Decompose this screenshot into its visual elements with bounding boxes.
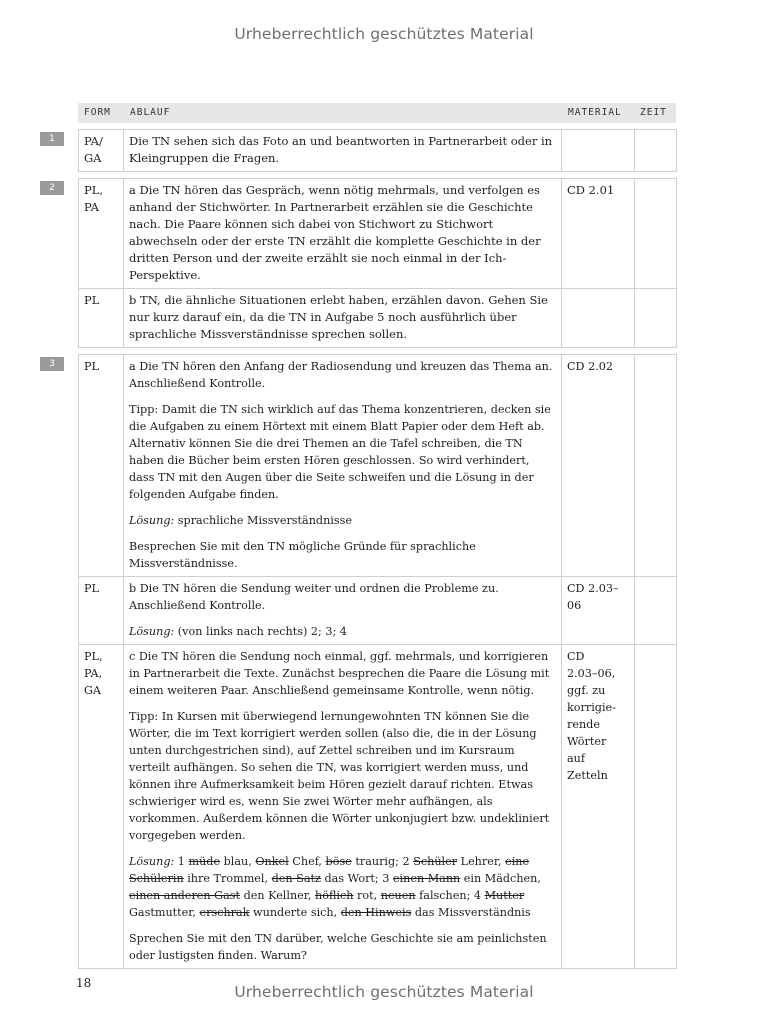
section-table xyxy=(78,129,677,172)
ablauf-cell xyxy=(124,179,562,288)
struck-word: einen Mann xyxy=(392,872,461,885)
material-cell xyxy=(562,289,635,347)
form-line: PA xyxy=(84,200,99,214)
corrected-word: ein Mädchen, xyxy=(460,872,541,885)
instruction-text: b TN, die ähnliche Situationen erlebt haben, erzählen davon. Gehen Sie nur kurz darauf ein, da die TN in Aufgabe 5 noch ausführlich über sprachliche Missverständnisse sprechen sollen. xyxy=(129,293,548,341)
table-row xyxy=(79,179,677,289)
form-cell xyxy=(79,645,124,968)
struck-word: Onkel xyxy=(255,855,289,868)
form-line: GA xyxy=(84,151,102,165)
corrected-word: Lehrer, xyxy=(457,855,506,868)
corrected-word: den Kellner, xyxy=(240,889,316,902)
section-number-badge: 3 xyxy=(40,357,64,371)
material-cell xyxy=(562,645,635,968)
table-row xyxy=(79,355,677,577)
table-header xyxy=(78,103,676,123)
struck-word: den Satz xyxy=(271,872,321,885)
zeit-cell xyxy=(635,289,677,347)
material-cell xyxy=(562,130,635,171)
header-zeit: ZEIT xyxy=(640,107,667,118)
struck-word: einen anderen Gast xyxy=(129,889,241,902)
form-cell xyxy=(79,355,124,576)
form-line: PL, xyxy=(84,183,104,197)
corrected-word: rot, xyxy=(353,889,381,902)
material-line: CD 2.01 xyxy=(567,183,615,197)
struck-word: eine Schülerin xyxy=(129,855,530,885)
zeit-cell xyxy=(635,645,677,968)
solution-label: Lösung: xyxy=(129,625,175,638)
table-row xyxy=(79,289,677,348)
tip-text: Tipp: In Kursen mit überwiegend lernungewohnten TN können Sie die Wörter, die im Text korrigiert werden sollen (also die, die in der Lösung unten durchgestrichen sind), auf Zettel schreiben und im Kursraum verteilt aufhängen. So sehen die TN, was korrigiert werden muss, und können ihre Aufmerksamkeit beim Hören gezielt darauf richten. Etwas schwieriger wird es, wenn Sie zwei Wörter mehr aufhängen, als vorkommen. Außerdem können die Wörter unkonjugiert bzw. undekliniert vorgegeben werden. xyxy=(129,710,550,842)
corrected-word: Chef, xyxy=(288,855,326,868)
header-material: MATERIAL xyxy=(568,107,622,118)
material-line: 2.03–06, xyxy=(567,667,616,680)
section-number-badge: 2 xyxy=(40,181,64,195)
corrected-word: falschen; 4 xyxy=(415,889,485,902)
instruction-text: a Die TN hören das Gespräch, wenn nötig mehrmals, und verfolgen es anhand der Stichwörter. In Partnerarbeit erzählen sie die Geschichte nach. Die Paare können sich dabei von Stichwort zu Stichwort abwechseln oder der erste TN erzählt die komplette Geschichte in der dritten Person und der zweite erzählt sie noch einmal in der Ich-Perspektive. xyxy=(129,183,541,282)
instruction-text: Die TN sehen sich das Foto an und beantworten in Partnerarbeit oder in Kleingruppen die Fragen. xyxy=(129,134,553,165)
tip-text: Tipp: Damit die TN sich wirklich auf das Thema konzentrieren, decken sie die Aufgaben zu einem Hörtext mit einem Blatt Papier oder dem Heft ab. Alternativ können Sie die drei Themen an die Tafel schreiben, die TN haben die Bücher beim ersten Hören geschlossen. So wird verhindert, dass TN mit den Augen über die Seite schweifen und die Lösung in der folgenden Aufgabe finden. xyxy=(129,403,551,501)
struck-word: böse xyxy=(325,855,352,868)
form-cell xyxy=(79,130,124,171)
material-cell xyxy=(562,577,635,644)
table-row xyxy=(79,645,677,969)
zeit-cell xyxy=(635,130,677,171)
section-table xyxy=(78,178,677,348)
discussion-text: Besprechen Sie mit den TN mögliche Gründe für sprachliche Missverständnisse. xyxy=(129,540,476,570)
form-line: PA/ xyxy=(84,134,103,148)
struck-word: erschrak xyxy=(199,906,250,919)
material-line: CD 2.02 xyxy=(567,360,613,373)
ablauf-cell xyxy=(124,289,562,347)
ablauf-cell xyxy=(124,355,562,576)
solution-text xyxy=(129,623,556,640)
form-cell xyxy=(79,289,124,347)
material-line: rende xyxy=(567,718,600,731)
watermark-bottom: Urheberrechtlich geschütztes Material xyxy=(234,983,534,1001)
material-line: CD xyxy=(567,650,585,663)
material-cell xyxy=(562,355,635,576)
solution-text xyxy=(129,512,556,529)
form-line: PL xyxy=(84,360,99,373)
struck-word: den Hinweis xyxy=(340,906,412,919)
form-cell xyxy=(79,577,124,644)
section-3 xyxy=(40,354,680,969)
ablauf-cell xyxy=(124,577,562,644)
corrected-word: blau, xyxy=(220,855,256,868)
solution-value: sprachliche Missverständnisse xyxy=(174,514,352,527)
ablauf-cell xyxy=(124,130,562,171)
table-row xyxy=(79,577,677,645)
material-line: ggf. zu xyxy=(567,684,606,697)
corrected-word: das Missverständnis xyxy=(411,906,531,919)
material-line: CD 2.03–06 xyxy=(567,582,619,612)
corrected-word: Gastmutter, xyxy=(129,906,200,919)
form-line: PA, xyxy=(84,667,103,680)
solution-value: (von links nach rechts) 2; 3; 4 xyxy=(174,625,347,638)
form-cell xyxy=(79,179,124,288)
ablauf-cell xyxy=(124,645,562,968)
lesson-plan-table xyxy=(40,103,680,969)
section-number-badge: 1 xyxy=(40,132,64,146)
corrected-word: 1 xyxy=(174,855,189,868)
struck-word: Schüler xyxy=(413,855,458,868)
table-row xyxy=(79,130,677,172)
section-1 xyxy=(40,129,680,172)
watermark-top: Urheberrechtlich geschütztes Material xyxy=(234,25,534,43)
corrected-word: ihre Trommel, xyxy=(183,872,272,885)
struck-word: müde xyxy=(188,855,221,868)
form-line: PL xyxy=(84,293,100,307)
section-2 xyxy=(40,178,680,348)
zeit-cell xyxy=(635,179,677,288)
instruction-text: b Die TN hören die Sendung weiter und ordnen die Probleme zu. Anschließend Kontrolle. xyxy=(129,582,499,612)
zeit-cell xyxy=(635,577,677,644)
instruction-text: a Die TN hören den Anfang der Radiosendung und kreuzen das Thema an. Anschließend Kontrolle. xyxy=(129,360,553,390)
solution-text xyxy=(129,853,556,921)
struck-word: höflich xyxy=(315,889,354,902)
solution-label: Lösung: xyxy=(129,855,175,868)
material-line: auf xyxy=(567,752,586,765)
form-line: PL xyxy=(84,582,99,595)
header-form: FORM xyxy=(84,107,111,118)
material-line: korrigie- xyxy=(567,701,616,714)
corrected-word: das Wort; 3 xyxy=(320,872,393,885)
material-line: Zetteln xyxy=(567,769,608,782)
solution-label: Lösung: xyxy=(129,514,175,527)
material-line: Wörter xyxy=(567,735,607,748)
corrected-word: traurig; 2 xyxy=(351,855,414,868)
struck-word: neuen xyxy=(380,889,416,902)
header-ablauf: ABLAUF xyxy=(130,107,171,118)
page-number: 18 xyxy=(76,976,92,990)
zeit-cell xyxy=(635,355,677,576)
section-table xyxy=(78,354,677,969)
struck-word: Mutter xyxy=(484,889,525,902)
instruction-text: c Die TN hören die Sendung noch einmal, ggf. mehrmals, und korrigieren in Partnerarbeit die Texte. Zunächst besprechen die Paare die Lösung mit einem weiteren Paar. Anschließend gemeinsame Kontrolle, wenn nötig. xyxy=(129,650,550,697)
discussion-text: Sprechen Sie mit den TN darüber, welche Geschichte sie am peinlichsten oder lustigsten finden. Warum? xyxy=(129,932,547,962)
corrected-word: wunderte sich, xyxy=(249,906,341,919)
form-line: GA xyxy=(84,684,102,697)
form-line: PL, xyxy=(84,650,103,663)
material-cell xyxy=(562,179,635,288)
